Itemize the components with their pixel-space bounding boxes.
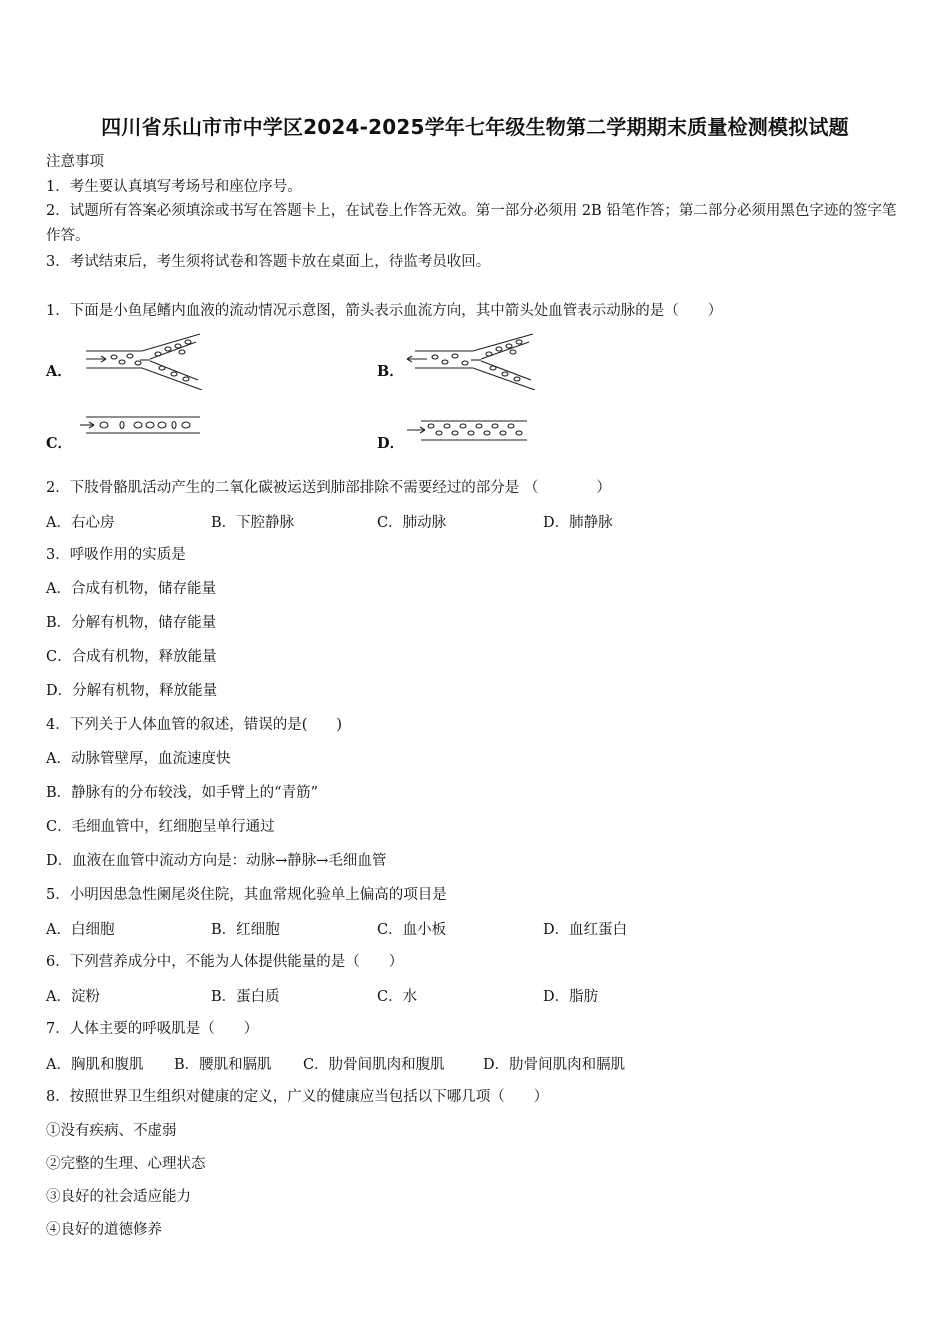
q1-label-c: C． <box>46 435 73 452</box>
q6-option-c: C．水 <box>377 989 418 1005</box>
q4-stem: 4．下列关于人体血管的叙述，错误的是( ) <box>46 717 343 733</box>
q8-item-1: ①没有疾病、不虚弱 <box>46 1123 177 1139</box>
q1-stem: 1．下面是小鱼尾鳍内血液的流动情况示意图，箭头表示血流方向，其中箭头处血管表示动脉的是（ ） <box>46 303 723 319</box>
q2-option-c: C．肺动脉 <box>377 515 447 531</box>
q3-option-a: A．合成有机物，储存能量 <box>46 581 216 597</box>
q6-option-d: D．脂肪 <box>543 989 599 1005</box>
q5-option-a: A．白细胞 <box>46 922 115 938</box>
q3-stem: 3．呼吸作用的实质是 <box>46 547 186 563</box>
q3-option-c: C．合成有机物，释放能量 <box>46 649 217 665</box>
q7-stem: 7．人体主要的呼吸肌是（ ） <box>46 1021 259 1037</box>
q1-figure-c <box>78 413 203 439</box>
q1-figure-d <box>405 418 530 444</box>
notice-heading: 注意事项 <box>46 154 104 170</box>
q1-label-d: D． <box>377 435 405 452</box>
q5-option-d: D．血红蛋白 <box>543 922 628 938</box>
q5-option-b: B．红细胞 <box>211 922 280 938</box>
page-title: 四川省乐山市市中学区2024-2025学年七年级生物第二学期期末质量检测模拟试题 <box>101 115 849 139</box>
q7-option-c: C．肋骨间肌肉和腹肌 <box>303 1057 445 1073</box>
q3-option-d: D．分解有机物，释放能量 <box>46 683 218 699</box>
q8-item-3: ③良好的社会适应能力 <box>46 1189 191 1205</box>
q1-figure-a <box>78 332 208 390</box>
q4-option-b: B．静脉有的分布较浅，如手臂上的“青筋” <box>46 785 318 801</box>
q4-option-c: C．毛细血管中，红细胞呈单行通过 <box>46 819 275 835</box>
q4-option-d: D．血液在血管中流动方向是：动脉→静脉→毛细血管 <box>46 853 387 869</box>
q2-stem: 2．下肢骨骼肌活动产生的二氧化碳被运送到肺部排除不需要经过的部分是 （ ） <box>46 480 611 496</box>
q8-item-2: ②完整的生理、心理状态 <box>46 1156 206 1172</box>
q5-option-c: C．血小板 <box>377 922 447 938</box>
notice-item-2: 2．试题所有答案必须填涂或书写在答题卡上，在试卷上作答无效。第一部分必须用 2B 铅笔作答；第二部分必须用黑色字迹的签字笔作答。 <box>46 203 897 244</box>
q7-option-d: D．肋骨间肌肉和膈肌 <box>483 1057 626 1073</box>
q3-option-b: B．分解有机物，储存能量 <box>46 615 217 631</box>
q8-item-4: ④良好的道德修养 <box>46 1222 162 1238</box>
q1-label-b: B． <box>377 363 404 380</box>
q2-option-a: A．右心房 <box>46 515 115 531</box>
notice-item-1: 1．考生要认真填写考场号和座位序号。 <box>46 179 302 195</box>
q6-option-b: B．蛋白质 <box>211 989 280 1005</box>
q6-stem: 6．下列营养成分中，不能为人体提供能量的是（ ） <box>46 954 404 970</box>
q4-option-a: A．动脉管壁厚，血流速度快 <box>46 751 231 767</box>
q1-label-a: A． <box>46 363 72 380</box>
q1-figure-b <box>403 332 538 390</box>
q7-option-b: B．腰肌和膈肌 <box>174 1057 272 1073</box>
q2-option-d: D．肺静脉 <box>543 515 613 531</box>
notice-item-3: 3．考试结束后，考生须将试卷和答题卡放在桌面上，待监考员收回。 <box>46 254 491 270</box>
q5-stem: 5．小明因患急性阑尾炎住院，其血常规化验单上偏高的项目是 <box>46 887 447 903</box>
q2-option-b: B．下腔静脉 <box>211 515 295 531</box>
q8-stem: 8．按照世界卫生组织对健康的定义，广义的健康应当包括以下哪几项（ ） <box>46 1089 549 1105</box>
q6-option-a: A．淀粉 <box>46 989 100 1005</box>
q7-option-a: A．胸肌和腹肌 <box>46 1057 144 1073</box>
